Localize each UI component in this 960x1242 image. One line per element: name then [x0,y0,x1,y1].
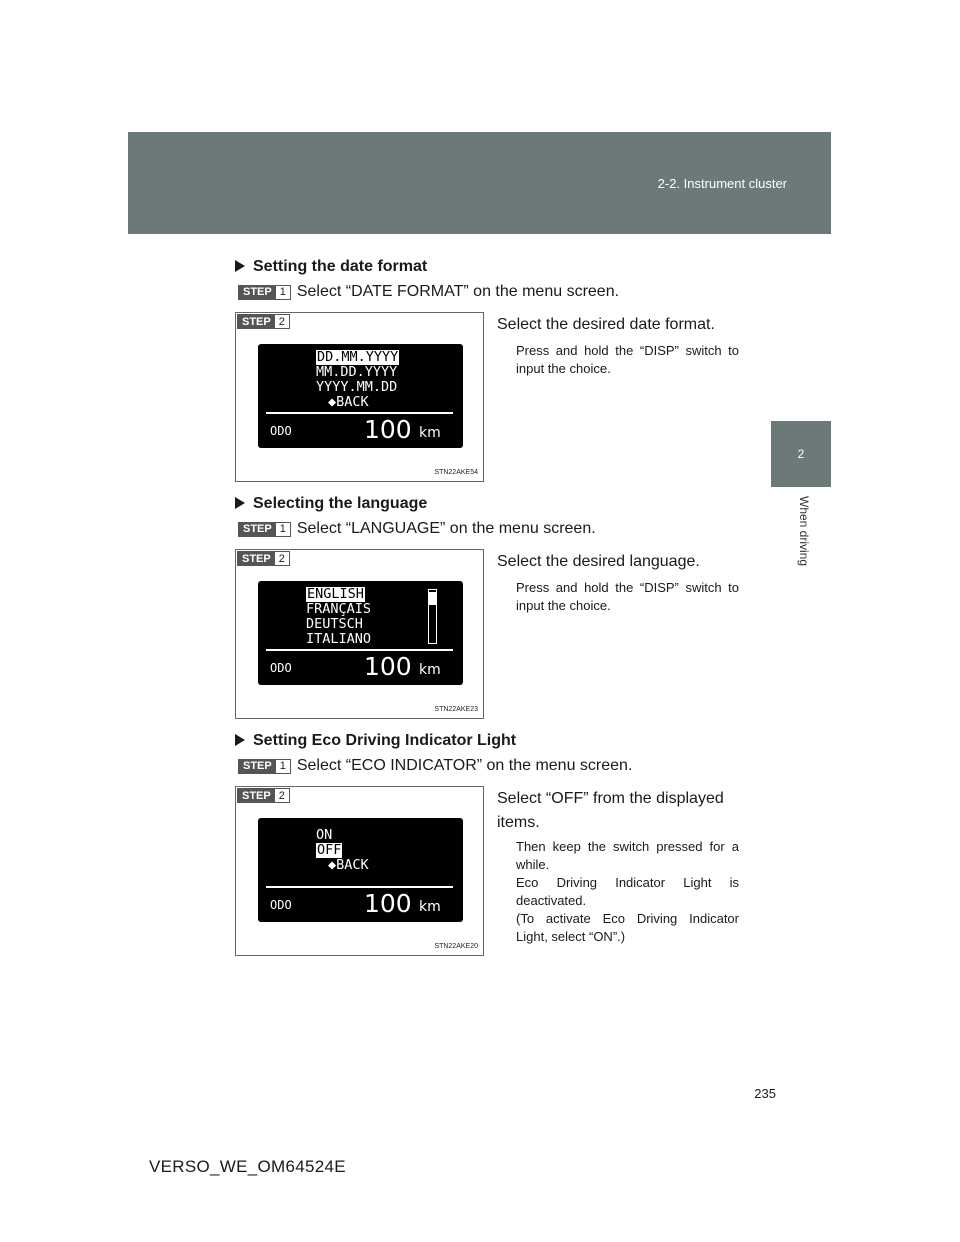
lcd-menu-item: DEUTSCH [306,616,363,632]
display-figure [235,786,484,956]
step1-text: Select “LANGUAGE” on the menu screen. [296,520,596,537]
step1-badge: STEP 1 [238,285,291,300]
document-code: VERSO_WE_OM64524E [149,1157,346,1176]
figure-code: STN22AKE54 [434,469,478,476]
multi-info-display [258,581,463,685]
step1-badge: STEP 1 [238,522,291,537]
step2-note: Then keep the switch pressed for a while. Eco Driving Indicator Light is deactivated. (To activate Eco Driving Indicator Light, select “ON”.) [516,839,739,944]
odo-value: 100 [364,652,412,681]
lcd-menu-item: ITALIANO [306,631,372,647]
step2-note: Press and hold the “DISP” switch to input the choice. [516,343,739,376]
lcd-selected-item: OFF [317,842,342,858]
step1-line [238,520,596,538]
odo-label: ODO [270,661,292,675]
step2-text: Select the desired date format. [497,316,715,333]
step2-text: Select the desired language. [497,553,700,570]
multi-info-display [258,344,463,448]
section-heading: Setting Eco Driving Indicator Light [235,732,516,750]
lcd-menu-item: ◆BACK [328,394,369,410]
chapter-tab [771,421,831,487]
multi-info-display [258,818,463,922]
step2-note: Press and hold the “DISP” switch to input the choice. [516,580,739,613]
figure-code: STN22AKE23 [434,706,478,713]
lcd-separator [266,886,453,888]
header-band [128,132,831,234]
lcd-menu-item: YYYY.MM.DD [316,379,398,395]
triangle-bullet-icon [235,734,245,746]
triangle-bullet-icon [235,497,245,509]
lcd-scrollbar-thumb [429,592,436,605]
section-title: 2-2. Instrument cluster [657,176,787,191]
lcd-menu-item: ◆BACK [328,857,369,873]
section-heading: Selecting the language [235,495,427,513]
step1-badge: STEP 1 [238,759,291,774]
page-number: 235 [754,1086,776,1101]
odo-unit: km [419,425,441,441]
lcd-separator [266,412,453,414]
step2-text: Select “OFF” from the displayed items. [497,790,724,831]
lcd-selected-item: ENGLISH [307,586,364,602]
step2-badge: STEP 2 [237,551,290,566]
lcd-separator [266,649,453,651]
odo-label: ODO [270,898,292,912]
section-heading: Setting the date format [235,258,427,276]
step1-text: Select “DATE FORMAT” on the menu screen. [296,283,620,300]
odo-unit: km [419,899,441,915]
lcd-menu-item: MM.DD.YYYY [316,364,398,380]
odo-value: 100 [364,889,412,918]
step1-line [238,283,619,301]
odo-label: ODO [270,424,292,438]
step1-line [238,757,632,775]
chapter-label: When driving [797,496,811,567]
odo-unit: km [419,662,441,678]
step2-badge: STEP 2 [237,314,290,329]
lcd-menu-item: ON [316,827,333,843]
figure-code: STN22AKE20 [434,943,478,950]
lcd-selected-item: DD.MM.YYYY [317,349,399,365]
display-figure [235,549,484,719]
lcd-menu-item: FRANÇAIS [306,601,372,617]
display-figure [235,312,484,482]
step2-badge: STEP 2 [237,788,290,803]
chapter-number: 2 [797,447,805,461]
triangle-bullet-icon [235,260,245,272]
odo-value: 100 [364,415,412,444]
step1-text: Select “ECO INDICATOR” on the menu screen. [296,757,633,774]
lcd-scrollbar [428,589,437,644]
